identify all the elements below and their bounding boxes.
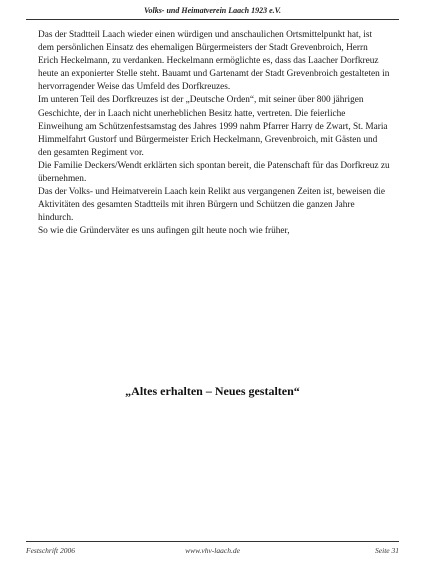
paragraph: So wie die Gründerväter es uns aufingen gilt heute noch wie früher, [38, 226, 290, 237]
page-footer [26, 541, 399, 557]
paragraph: Das der Volks- und Heimatverein Laach kein Relikt aus vergangenen Zeiten ist, beweisen die Aktivitäten des gesamten Stadtteils mit ihren Bürgern und Schützen die ganzen Jahre hindurch. [38, 187, 385, 224]
footer-page-number: Seite 31 [375, 546, 399, 555]
paragraph: Das der Stadtteil Laach wieder einen würdigen und anschaulichen Ortsmittelpunkt hat, ist dem persönlichen Einsatz des ehemaligen Bürgermeisters der Stadt Grevenbroich, Herrn Erich Heckelmann, zu verdanken. Heckelmann ermöglichte es, dass das Laacher Dorfkreuz heute an exponierter Stelle steht. Bauamt und Gartenamt der Stadt Grevenbroich gestalteten in hervorragender Weise das Umfeld des Dorfkreuzes. [38, 30, 390, 93]
paragraph: Im unteren Teil des Dorfkreuzes ist der „Deutsche Orden“, mit seiner über 800 jährigen Geschichte, der in Laach nicht unerheblichen Besitz hatte, vertreten. Die feierliche Einweihung am Schützenfestsamstag des Jahres 1999 nahm Pfarrer Harry de Zwart, St. Maria Himmelfahrt Gustorf und Bürgermeister Erich Heckelmann, Grevenbroich, mit Gästen und den gesamten Regiment vor. [38, 95, 388, 158]
motto: „Altes erhalten – Neues gestalten“ [125, 384, 300, 398]
page-header [26, 0, 399, 20]
footer-website: www.vhv-laach.de [185, 546, 240, 555]
paragraph: Die Familie Deckers/Wendt erklärten sich spontan bereit, die Patenschaft für das Dorfkreuz zu übernehmen. [38, 160, 390, 185]
header-title: Volks- und Heimatverein Laach 1923 e.V. [144, 6, 281, 15]
footer-publication: Festschrift 2006 [26, 546, 75, 555]
body-text [38, 29, 390, 239]
